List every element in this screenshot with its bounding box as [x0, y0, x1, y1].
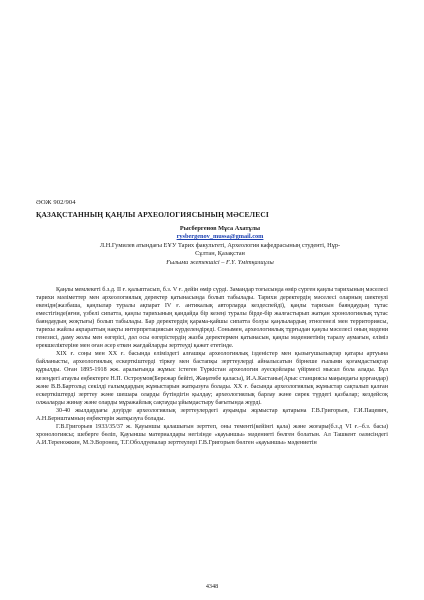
page-number: 4348: [205, 583, 219, 590]
paragraph-4: Г.В.Григорьев 1933/35/37 ж. Қауыншы қалашығын зерттеп, оны тементі(кейінгі қала) және жоғары(б.з.д VI ғ.–б.з. басы) хронологиясы; шеберге бөліп, Қауыншы материалдары негізінде «қауыншы» мәдениеті бөлген болатын. Ал Ташкент оазисіндегі А.И.Тереножкин, М.Э.Воронец, Т.Г.Оболдуевалар зерттеулері Г.В.Григорьев бөлген «қауыншы» мәдениетін: [36, 423, 388, 446]
paragraph-3: 30-40 жылдардағы дәуірде археологиялық зерттеулердегі ауқымды жұмыстар қатарына Г.В.Григорьев, Г.И.Пацевич, А.Н.Бернштамның еңбектерін жатқызуға болады.: [36, 407, 388, 422]
supervisor: Ғылыми жетекшісі – Ғ.Ү. Үмітқалиұлы: [166, 258, 274, 266]
author-affiliation-line1: Л.Н.Гумилев атындағы ЕҰУ Тарих факультеті, Археология кафедрасының студенті, Нұр-: [99, 241, 341, 249]
udc-code: ӘОЖ 902/904: [36, 199, 76, 206]
paragraph-2: ХІХ ғ. соңы мен ХХ ғ. басында еліміздегі алғашқы археологиялық ізденістер мен қызығушылықтар қатары артуына байланысты, археологиялық ескерткіштерді тіркеу мен бастапқы зерттеулерді айналысатын бірнеше ғылыми қоғамдастықтар құрылды. Оған 1895-1918 жж. аралығында жұмыс істеген Түркістан археология әуесқойлары үйірмесі мысал бола алады. Бұл кезеңдегі атаулы еңбектерге Н.П. Остроумов(Бережар бейіті, Жаңатөбе қаласы), И.А.Кастанье(Арыс станциясы маңындағы қорғандар) және В.В.Бартольд секілді ғалымдардың жұмыстарын жатқызуға болады. ХХ ғ. басында археологиялық жұмыстар сақталып қалған ескерткіштерді зерттеу және шешара оларды бүтіндігін қылдау; археологиялық барлау және сирек түрдегі қазбалар; кездейсоқ олжаларды жинау және оларды мұражайлық сақтауды ұйымдастыру бағытында жүрді.: [36, 351, 388, 406]
body-text: [36, 286, 388, 447]
paper-title: ҚАЗАҚСТАННЫҢ ҚАҢЛЫ АРХЕОЛОГИЯСЫНЫҢ МӘСЕЛЕСІ: [36, 210, 269, 219]
author-name: Рысбергенов Мұса Ахатұлы: [179, 225, 261, 232]
author-block: [40, 225, 400, 267]
author-email-link[interactable]: rysbergenov_mussa@gmail.com: [176, 233, 264, 241]
author-affiliation-line2: Сұлтан, Қазақстан: [195, 250, 245, 258]
paragraph-1: Қаңлы мемлекеті б.з.д. ІІ ғ. қалыптасып, б.з. V ғ. дейін өмір сүрді. Замандар тоғысында өмір сүрген қаңлы тарихының мәселесі тарихи мәліметтер мен археологиялық деректер қатынасында болып табылады. Тарихи деректердің мәселесі оларның шектеулі екенідн(жазбаша, қаңлылар туралы ақпарат IV ғ. антикалық авторларда кездеспейді), қаңлы тарихын баяндаудың тұтас еместігінде(яғни, үзбелі сипатта, қаңлы тарихының қандайда бір кезеңі туралы бірде-бір жалғастырып жатқан хронологиялық тұтас баяндаудың жоқтығы) болып табылады. Бар деректердің қарама-қайшы сипатта болуы қаңлылардың этногенезі мен территориясы, тарихы жайлы ақпараттың нақты интерпретациясын күрделендіреді. Сонымен, археологиялық тұрғыдан қаңлы мәселесі оның мәдени генезисі, даму жолы мен өзгерісі, дәл осы өзгерістердің жазба деректермен қатынасын, қаңлы мәдениетінің таралу аумағын, еліміз ерекшеліктеріне мен оған әсер еткен жағдайларды зерттеуді қажет ететінде.: [36, 287, 388, 350]
